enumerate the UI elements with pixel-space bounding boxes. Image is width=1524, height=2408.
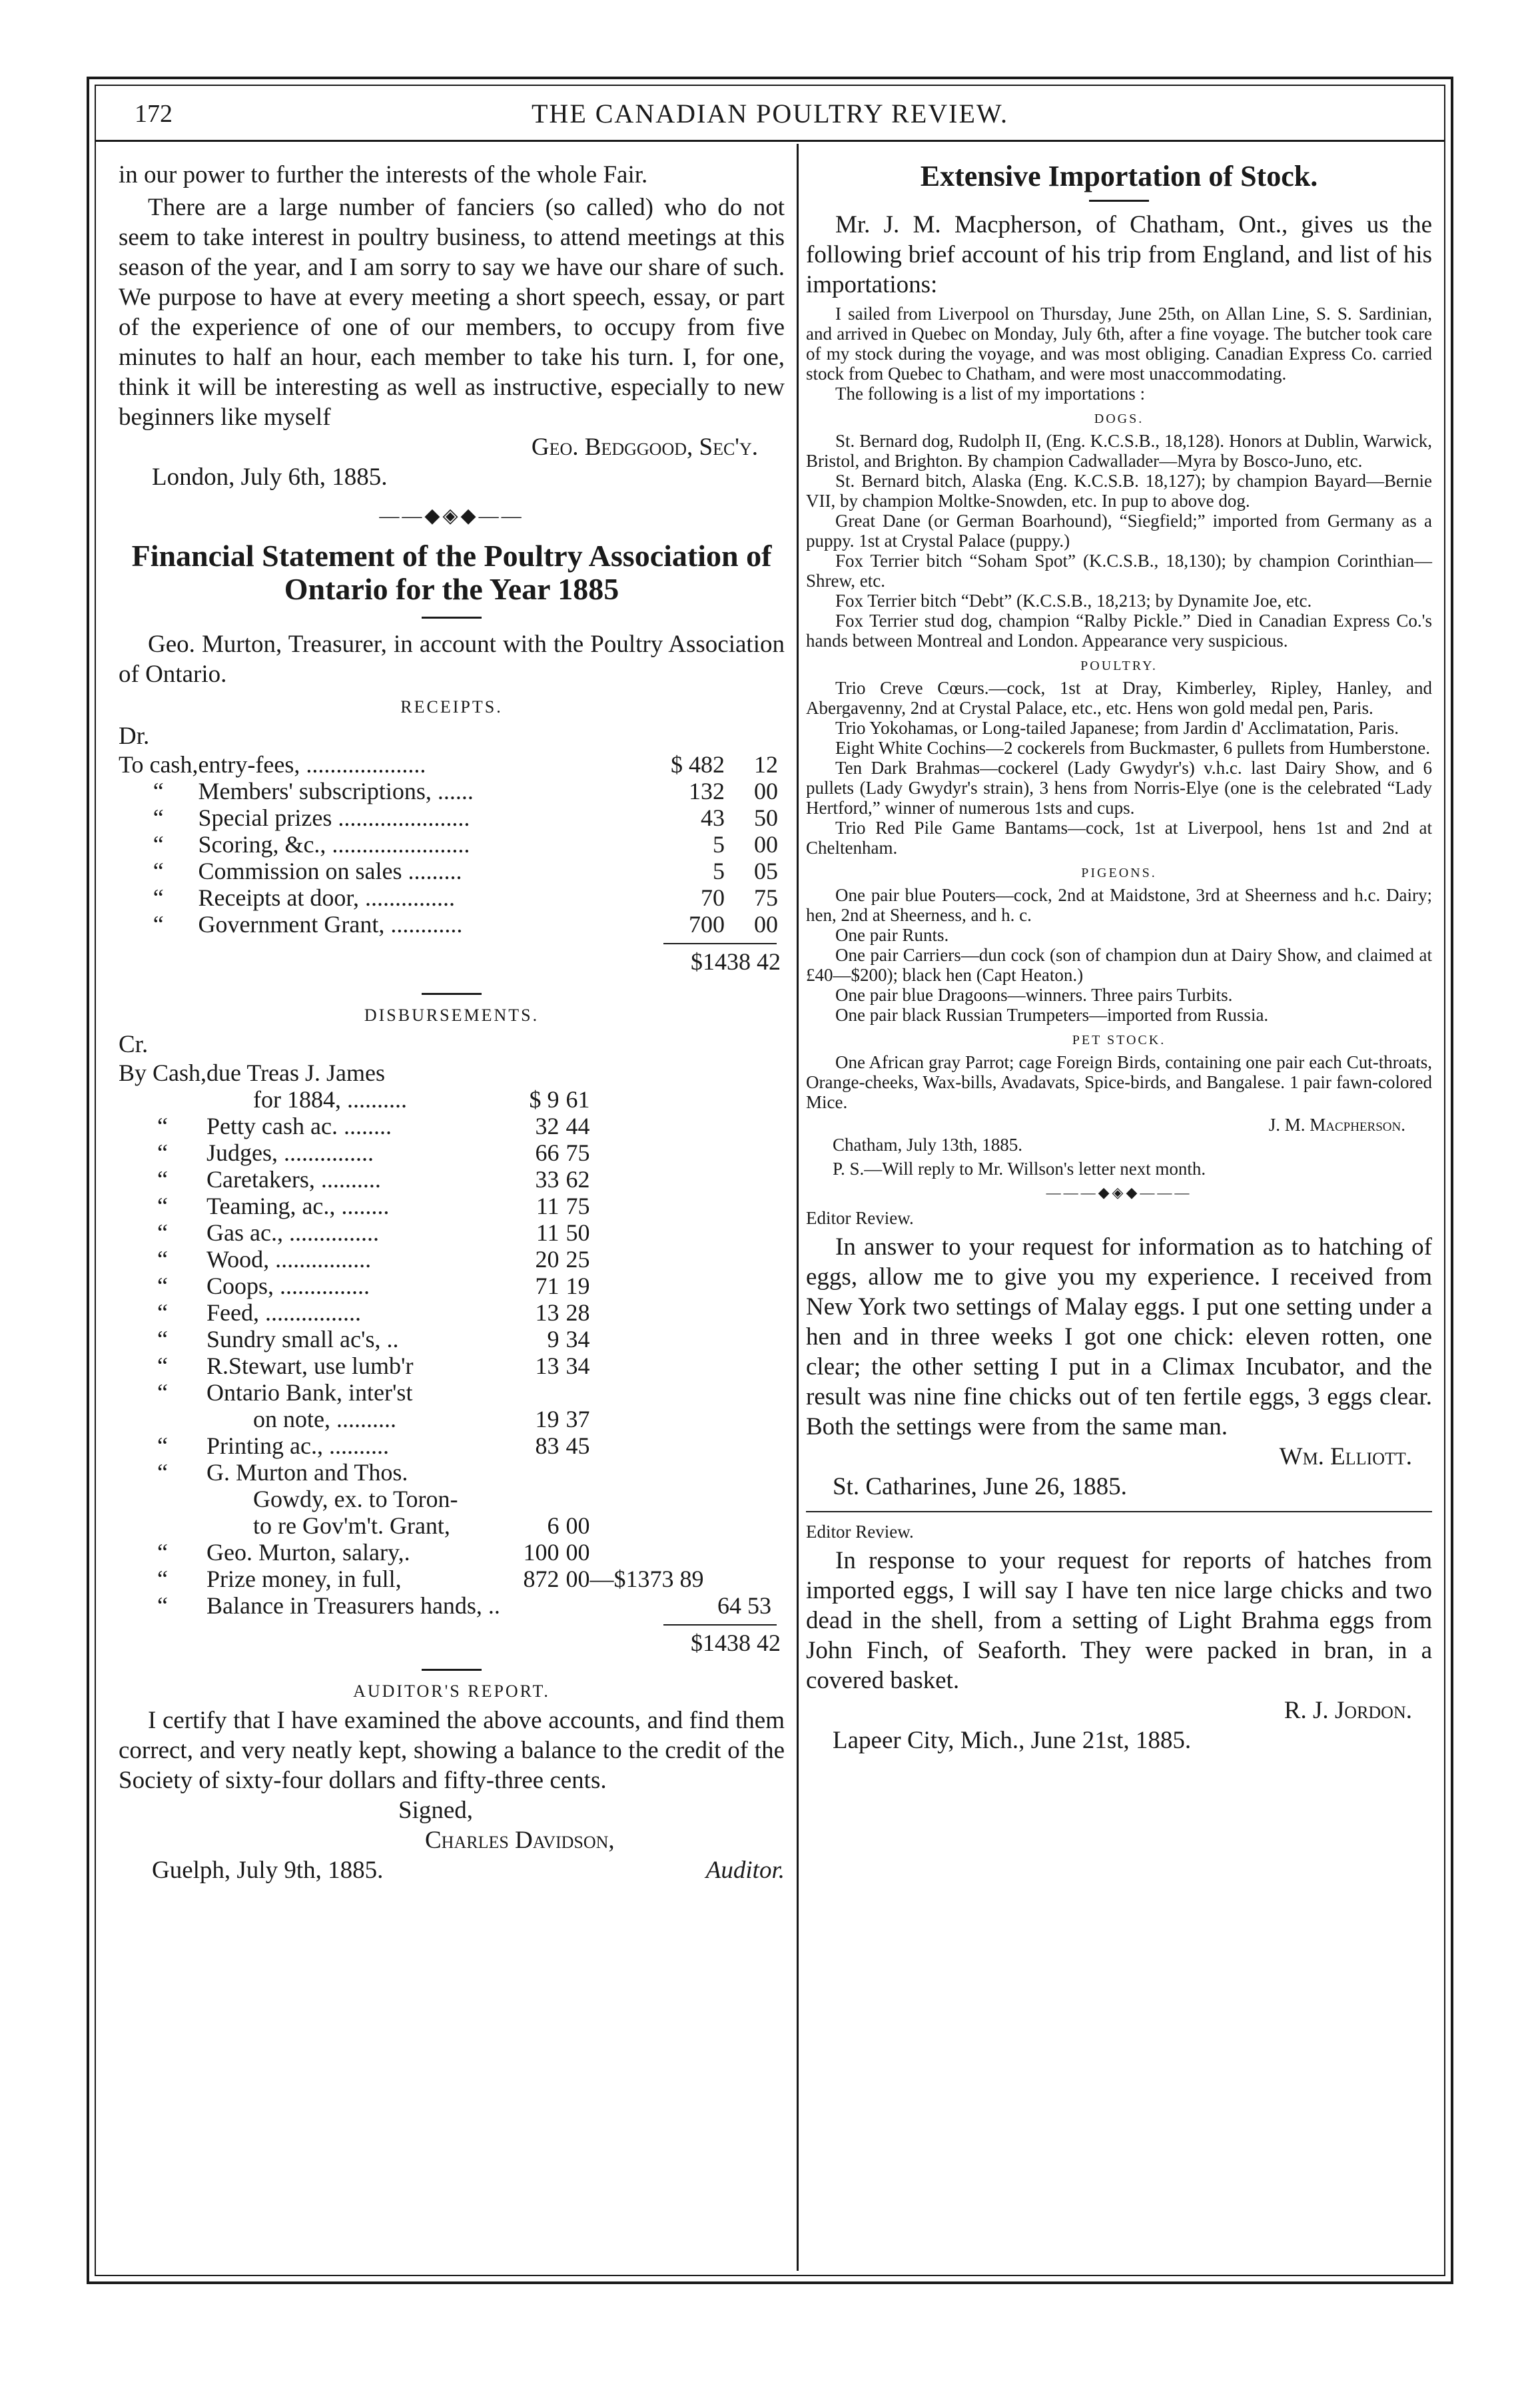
receipts-total: $1438 42 (691, 948, 781, 975)
receipt-row (119, 778, 778, 804)
auditor-signed: Signed, (398, 1797, 474, 1824)
disbursement-prefix: “ (157, 1273, 168, 1299)
disbursement-label: Judges, ............... (206, 1139, 374, 1166)
disbursement-dollars: 11 (536, 1193, 560, 1219)
disbursement-dollars: 13 (535, 1353, 560, 1379)
disbursement-row (119, 1246, 778, 1273)
disbursement-cents: 75 (566, 1139, 590, 1166)
receipt-prefix: “ (153, 804, 164, 831)
disbursement-row (119, 1113, 778, 1139)
disbursement-prefix (119, 1406, 206, 1432)
disbursement-label: on note, .......... (253, 1406, 396, 1432)
list-intro: The following is a list of my importations : (835, 384, 1145, 404)
disbursement-row (119, 1512, 778, 1539)
disbursement-prefix: “ (157, 1246, 168, 1273)
receipt-row (119, 751, 778, 778)
financial-statement-title: Financial Statement of the Poultry Association of Ontario for the Year 1885 (131, 539, 772, 606)
receipt-prefix: “ (153, 858, 164, 884)
financial-intro: Geo. Murton, Treasurer, in account with the Poultry Association of Ontario. (119, 631, 785, 688)
disbursement-label: Teaming, ac., ........ (206, 1193, 390, 1219)
disbursement-balance (713, 1432, 778, 1459)
disbursement-row (119, 1539, 778, 1566)
disbursement-dollars: 100 (523, 1539, 560, 1566)
intro-date: London, July 6th, 1885. (152, 463, 388, 491)
disbursement-balance (713, 1539, 778, 1566)
disbursement-dollars: 83 (535, 1432, 560, 1459)
receipt-cents: 75 (754, 884, 778, 911)
short-rule (1089, 200, 1149, 202)
disbursement-label: Printing ac., .......... (206, 1432, 389, 1459)
disbursement-cents (566, 1459, 713, 1486)
disbursement-row (119, 1299, 778, 1326)
dogs-list (806, 431, 1432, 651)
dog-entry: Great Dane (or German Boarhound), “Siegfield;” imported from Germany as a puppy. 1st at Crystal Palace (puppy.) (806, 511, 1432, 551)
disbursement-label: G. Murton and Thos. (206, 1459, 408, 1486)
disbursement-label: Ontario Bank, inter'st (206, 1379, 413, 1406)
disbursement-balance (713, 1166, 778, 1193)
disbursement-balance (713, 1486, 778, 1512)
disbursement-prefix (119, 1086, 206, 1113)
disbursement-cents: 45 (566, 1432, 590, 1459)
disbursement-cents (566, 1592, 713, 1619)
disbursement-cents: 44 (566, 1113, 590, 1139)
disbursement-prefix (119, 1486, 206, 1512)
disbursement-dollars: 11 (536, 1219, 560, 1246)
page-number: 172 (135, 100, 173, 128)
disbursement-label: Balance in Treasurers hands, .. (206, 1592, 500, 1619)
disbursement-cents: 00 (566, 1512, 590, 1539)
disbursement-dollars (520, 1459, 566, 1486)
disbursement-cents: 19 (566, 1273, 590, 1299)
disbursement-label: Geo. Murton, salary,. (206, 1539, 410, 1566)
pet-stock-text: One African gray Parrot; cage Foreign Birds, containing one pair each Cut-throats, Orange-cheeks, Wax-bills, Avadavats, Spice-birds, and Bangalese. 1 pair fawn-colored Mice. (806, 1052, 1432, 1112)
disbursement-balance (713, 1353, 778, 1379)
disbursement-dollars (520, 1379, 566, 1406)
letter2-place-date: Lapeer City, Mich., June 21st, 1885. (833, 1727, 1192, 1754)
receipt-label: Receipts at door, ............... (198, 884, 455, 911)
receipt-prefix: “ (153, 884, 164, 911)
disbursement-balance (713, 1086, 778, 1113)
disbursement-cents: 00 (566, 1539, 590, 1566)
pigeons-list (806, 885, 1432, 1025)
receipt-dollars: 5 (713, 858, 725, 884)
disbursement-row (119, 1059, 778, 1086)
disbursement-label: Coops, ............... (206, 1273, 370, 1299)
receipt-cents: 12 (754, 751, 778, 778)
dog-entry: St. Bernard dog, Rudolph II, (Eng. K.C.S.B., 18,128). Honors at Dublin, Warwick, Bristol, and Brighton. By champion Cadwallader—Myra by Bosco-Juno, etc. (806, 431, 1432, 471)
disbursement-label: for 1884, .......... (253, 1086, 407, 1113)
disbursement-balance (713, 1219, 778, 1246)
disbursement-dollars: 9 (547, 1326, 560, 1353)
disbursement-row (119, 1566, 778, 1592)
disbursement-balance (713, 1246, 778, 1273)
disbursement-label: to re Gov'm't. Grant, (253, 1512, 450, 1539)
receipt-label: Special prizes ...................... (198, 804, 470, 831)
disbursement-row (119, 1592, 778, 1619)
disbursement-balance (713, 1299, 778, 1326)
left-column (119, 160, 785, 1885)
receipt-prefix: “ (153, 911, 164, 938)
dog-entry: Fox Terrier bitch “Soham Spot” (K.C.S.B., 18,130); by champion Corinthian—Shrew, etc. (806, 551, 1432, 591)
disbursement-prefix: “ (157, 1113, 168, 1139)
receipt-prefix: “ (153, 831, 164, 858)
disbursement-dollars: 33 (535, 1166, 560, 1193)
disbursement-row (119, 1193, 778, 1219)
receipt-label: Members' subscriptions, ...... (198, 778, 474, 804)
disbursement-prefix: “ (157, 1379, 168, 1406)
dogs-heading: DOGS. (1094, 412, 1144, 426)
poultry-list (806, 678, 1432, 858)
disbursement-cents: 00—$1373 89 (566, 1566, 704, 1592)
disbursement-cents: 62 (566, 1166, 590, 1193)
disbursement-row (119, 1459, 778, 1486)
ornament-divider: ———◆◈◆——— (1046, 1184, 1192, 1201)
disbursement-balance (713, 1139, 778, 1166)
receipt-dollars: 70 (701, 884, 725, 911)
disbursement-cents: 50 (566, 1219, 590, 1246)
disbursement-cents: 28 (566, 1299, 590, 1326)
disbursement-dollars: 20 (535, 1246, 560, 1273)
disbursement-prefix: “ (157, 1139, 168, 1166)
disbursement-prefix: “ (157, 1459, 168, 1486)
disbursement-label: due Treas J. James (206, 1059, 386, 1086)
letter-divider-rule (806, 1511, 1432, 1512)
disbursement-prefix: “ (157, 1592, 168, 1619)
disbursement-balance (713, 1406, 778, 1432)
column-divider (797, 144, 799, 2271)
disbursement-dollars (520, 1059, 566, 1086)
receipt-cents: 50 (754, 804, 778, 831)
disbursement-row (119, 1139, 778, 1166)
disbursement-cents (566, 1379, 713, 1406)
disbursement-balance (713, 1059, 778, 1086)
importation-date: Chatham, July 13th, 1885. (833, 1135, 1022, 1155)
dog-entry: St. Bernard bitch, Alaska (Eng. K.C.S.B. 18,127); by champion Bayard—Bernie VII, by champion Moltke-Snowden, etc. In pup to above dog. (806, 471, 1432, 511)
auditor-footer (119, 1855, 785, 1885)
disbursement-cents (566, 1059, 713, 1086)
disbursement-prefix: “ (157, 1326, 168, 1353)
importation-intro: Mr. J. M. Macpherson, of Chatham, Ont., gives us the following brief account of his trip from England, and list of his importations: (806, 211, 1432, 298)
disbursement-cents: 61 (566, 1086, 590, 1113)
running-header (95, 90, 1445, 140)
disbursement-dollars: 32 (535, 1113, 560, 1139)
disbursement-row (119, 1432, 778, 1459)
disbursement-balance (713, 1512, 778, 1539)
receipt-dollars: 700 (689, 911, 725, 938)
importation-title: Extensive Importation of Stock. (920, 160, 1318, 192)
dog-entry: Fox Terrier stud dog, champion “Ralby Pickle.” Died in Canadian Express Co.'s hands between Montreal and London. Appearance very suspicious. (806, 611, 1432, 651)
poultry-entry: Trio Red Pile Game Bantams—cock, 1st at Liverpool, hens 1st and 2nd at Cheltenham. (806, 818, 1432, 858)
receipt-label: Scoring, &c., ....................... (198, 831, 470, 858)
disbursement-prefix: “ (157, 1299, 168, 1326)
receipt-label: Government Grant, ............ (198, 911, 463, 938)
disbursement-prefix: “ (157, 1166, 168, 1193)
receipt-dollars: 43 (701, 804, 725, 831)
receipt-cents: 00 (754, 831, 778, 858)
auditor-title: Auditor. (705, 1857, 785, 1884)
letter2-text: In response to your request for reports of hatches from imported eggs, I will say I have ten nice large chicks and two dead in the shell, from a setting of Light Brahma eggs from John Finch, of Seaforth. They were packed in bran, in a covered basket. (806, 1547, 1432, 1694)
disbursement-prefix: “ (157, 1566, 168, 1592)
receipts-heading: RECEIPTS. (400, 697, 503, 717)
disbursement-dollars (520, 1592, 566, 1619)
disbursement-balance (713, 1566, 778, 1592)
auditor-place-date: Guelph, July 9th, 1885. (152, 1857, 384, 1884)
disbursement-label: Feed, ................ (206, 1299, 361, 1326)
disbursement-balance (713, 1326, 778, 1353)
letter1-signature: Wm. Elliott. (1279, 1443, 1412, 1470)
disbursement-cents: 34 (566, 1326, 590, 1353)
receipt-dollars: 132 (689, 778, 725, 804)
disbursement-row (119, 1219, 778, 1246)
disbursement-dollars: 6 (547, 1512, 560, 1539)
disbursement-label: Gowdy, ex. to Toron- (253, 1486, 458, 1512)
receipt-row (119, 884, 778, 911)
short-rule (422, 993, 482, 995)
disbursement-balance (713, 1273, 778, 1299)
disbursement-label: Gas ac., ............... (206, 1219, 379, 1246)
ornament-divider: ——◆◈◆—— (379, 505, 524, 527)
disbursement-label: Caretakers, .......... (206, 1166, 381, 1193)
header-rule (95, 140, 1445, 142)
receipt-row (119, 911, 778, 938)
receipts-table (119, 751, 778, 938)
receipts-total-rule (663, 943, 777, 944)
intro-signature: Geo. Bedggood, Sec'y. (531, 434, 758, 461)
short-rule (422, 617, 482, 619)
disbursement-row (119, 1353, 778, 1379)
pigeon-entry: One pair Carriers—dun cock (son of champion dun at Dairy Show, and claimed at £40—$200); black hen (Capt Heaton.) (806, 945, 1432, 985)
disbursement-dollars: 66 (535, 1139, 560, 1166)
intro-paragraph-1: in our power to further the interests of the whole Fair. (119, 161, 648, 188)
disbursement-row (119, 1273, 778, 1299)
poultry-entry: Eight White Cochins—2 cockerels from Buckmaster, 6 pullets from Humberstone. (835, 738, 1430, 758)
debit-label: Dr. (119, 723, 150, 750)
disbursement-prefix: “ (157, 1219, 168, 1246)
disbursement-balance (713, 1459, 778, 1486)
receipt-prefix: “ (153, 778, 164, 804)
disbursement-cents (566, 1486, 713, 1512)
receipt-row (119, 804, 778, 831)
disbursement-prefix: “ (157, 1432, 168, 1459)
disbursement-label: Sundry small ac's, .. (206, 1326, 399, 1353)
letter2-signature: R. J. Jordon. (1284, 1697, 1412, 1724)
letter1-place-date: St. Catharines, June 26, 1885. (833, 1473, 1127, 1500)
dog-entry: Fox Terrier bitch “Debt” (K.C.S.B., 18,213; by Dynamite Joe, etc. (835, 591, 1312, 611)
importation-signature: J. M. Macpherson. (1268, 1115, 1405, 1135)
disbursement-label: R.Stewart, use lumb'r (206, 1353, 414, 1379)
voyage-account: I sailed from Liverpool on Thursday, June 25th, on Allan Line, S. S. Sardinian, and arrived in Quebec on Monday, July 6th, after a fine voyage. The butcher took care of my stock during the voyage, and was most obliging. Canadian Express Co. carried stock from Quebec to Chatham, and were most unaccommodating. (806, 304, 1432, 384)
disbursement-dollars: 13 (535, 1299, 560, 1326)
receipt-cents: 00 (754, 778, 778, 804)
poultry-entry: Ten Dark Brahmas—cockerel (Lady Gwydyr's) v.h.c. last Dairy Show, and 6 pullets (Lady Gwydyr's strain), 3 hens from Norris-Elye (one is the celebrated “Lady Hertford,” winner of numerous 1sts and cups. (806, 758, 1432, 818)
poultry-heading: POULTRY. (1080, 659, 1158, 673)
credit-label: Cr. (119, 1031, 149, 1058)
auditor-report-text: I certify that I have examined the above accounts, and find them correct, and very neatly kept, showing a balance to the credit of the Society of sixty-four dollars and fifty-three cents. (119, 1707, 785, 1794)
disbursement-balance: 64 53 (717, 1592, 771, 1619)
disbursement-balance (713, 1193, 778, 1219)
disbursement-cents: 75 (566, 1193, 590, 1219)
short-rule (422, 1669, 482, 1671)
pet-stock-heading: PET STOCK. (1072, 1033, 1166, 1048)
disbursement-row (119, 1486, 778, 1512)
disbursement-dollars: $ 9 (529, 1086, 560, 1113)
receipt-row (119, 831, 778, 858)
disbursement-balance (713, 1113, 778, 1139)
disbursement-prefix: “ (157, 1539, 168, 1566)
letter1-salutation: Editor Review. (806, 1208, 914, 1228)
intro-paragraph-2: There are a large number of fanciers (so called) who do not seem to take interest in poultry business, to attend meetings at this season of the year, and I am sorry to say we have our share of such. We purpose to have at every meeting a short speech, essay, or part of the experience of one of our members, to occupy from five minutes to half an hour, each member to take his turn. I, for one, think it will be interesting as well as instructive, especially to new beginners like myself (119, 194, 785, 431)
disbursement-label: Wood, ................ (206, 1246, 372, 1273)
disbursement-row (119, 1379, 778, 1406)
pigeon-entry: One pair blue Dragoons—winners. Three pairs Turbits. (835, 985, 1233, 1005)
poultry-entry: Trio Yokohamas, or Long-tailed Japanese; from Jardin d' Acclimatation, Paris. (835, 718, 1399, 738)
disbursement-dollars (520, 1486, 566, 1512)
receipt-cents: 00 (754, 911, 778, 938)
disbursement-row (119, 1326, 778, 1353)
disbursement-row (119, 1166, 778, 1193)
disbursement-balance (713, 1379, 778, 1406)
disbursement-row (119, 1406, 778, 1432)
receipt-label: Commission on sales ......... (198, 858, 462, 884)
disbursement-prefix (119, 1512, 206, 1539)
receipt-cents: 05 (754, 858, 778, 884)
letter2-salutation: Editor Review. (806, 1522, 914, 1542)
receipt-row (119, 858, 778, 884)
disbursements-heading: DISBURSEMENTS. (364, 1006, 540, 1025)
disbursement-cents: 25 (566, 1246, 590, 1273)
receipt-label: entry-fees, .................... (198, 751, 426, 778)
disbursement-dollars: 19 (535, 1406, 560, 1432)
disbursement-label: Prize money, in full, (206, 1566, 402, 1592)
auditor-report-heading: AUDITOR'S REPORT. (353, 1681, 550, 1701)
disbursement-prefix: “ (157, 1193, 168, 1219)
receipt-dollars: $ 482 (671, 751, 725, 778)
disbursement-prefix: By Cash, (119, 1059, 207, 1086)
pigeon-entry: One pair Runts. (835, 925, 949, 945)
disbursement-row (119, 1086, 778, 1113)
auditor-name: Charles Davidson, (425, 1827, 615, 1854)
publication-title: THE CANADIAN POULTRY REVIEW. (532, 99, 1008, 129)
receipt-dollars: 5 (713, 831, 725, 858)
disbursement-cents: 37 (566, 1406, 590, 1432)
poultry-entry: Trio Creve Cœurs.—cock, 1st at Dray, Kimberley, Ripley, Hanley, and Abergavenny, 2nd at Crystal Palace, etc., etc. Hens won gold medal pen, Paris. (806, 678, 1432, 718)
disbursements-total: $1438 42 (691, 1630, 781, 1656)
pigeon-entry: One pair blue Pouters—cock, 2nd at Maidstone, 3rd at Sheerness and h.c. Dairy; hen, 2nd at Sheerness, and h. c. (806, 885, 1432, 925)
right-column (806, 160, 1432, 1755)
disbursement-dollars: 71 (535, 1273, 560, 1299)
disbursement-cents: 34 (566, 1353, 590, 1379)
pigeons-heading: PIGEONS. (1081, 866, 1157, 880)
postscript: P. S.—Will reply to Mr. Willson's letter next month. (833, 1159, 1206, 1179)
disbursement-label: Petty cash ac. ........ (206, 1113, 392, 1139)
letter1-text: In answer to your request for information as to hatching of eggs, allow me to give you my experience. I received from New York two settings of Malay eggs. I put one setting under a hen and in three weeks I got one chick: eleven rotten, one clear; the other setting I put in a Climax Incubator, and the result was nine fine chicks out of ten fertile eggs, 3 eggs clear. Both the settings were from the same man. (806, 1233, 1432, 1440)
pigeon-entry: One pair black Russian Trumpeters—imported from Russia. (835, 1005, 1269, 1025)
disbursement-dollars: 872 (523, 1566, 560, 1592)
disbursement-prefix: “ (157, 1353, 168, 1379)
disbursements-table (119, 1059, 778, 1619)
disbursements-total-rule (663, 1624, 777, 1626)
receipt-prefix: To cash, (119, 751, 198, 778)
